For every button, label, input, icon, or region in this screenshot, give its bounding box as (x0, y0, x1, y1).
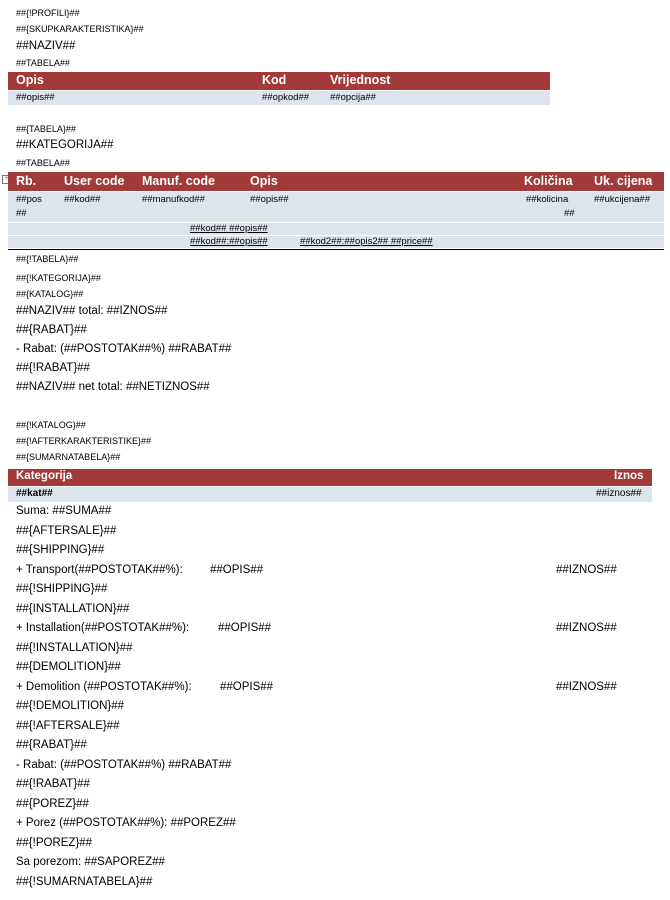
skupkarakteristika-tag: ##{SKUPKARAKTERISTIKA}## (16, 24, 144, 34)
table-row (8, 236, 664, 248)
table-move-icon[interactable]: + (2, 175, 11, 184)
shipping-close-tag: ##{!SHIPPING}## (16, 583, 108, 595)
table2-cell-rb: ##pos (16, 194, 42, 205)
kategorija-tag: ##KATEGORIJA## (16, 139, 114, 151)
table-row (8, 487, 652, 502)
tabela-close-tag: ##{TABELA}## (16, 124, 76, 134)
profili-close-tag: ##{!PROFILI}## (16, 8, 80, 18)
sumarnatabela-tag: ##{SUMARNATABELA}## (16, 452, 121, 462)
table-row (8, 192, 664, 222)
demolition-tag: ##{DEMOLITION}## (16, 661, 121, 673)
table2-cell-opis: ##opis## (250, 194, 289, 205)
shipping-tag: ##{SHIPPING}## (16, 544, 105, 556)
installation-opis: ##OPIS## (218, 622, 272, 634)
table1-col-kod: Kod (262, 73, 287, 87)
demolition-opis: ##OPIS## (220, 681, 274, 693)
rabat-open-tag: ##{RABAT}## (16, 324, 87, 336)
suma-line: Suma: ##SUMA## (16, 505, 112, 517)
table3-col-kategorija: Kategorija (16, 470, 73, 482)
installation-iznos: ##IZNOS## (556, 622, 617, 634)
table1-col-opis: Opis (16, 73, 44, 87)
demolition-line: + Demolition (##POSTOTAK##%): (16, 681, 192, 693)
table2-col-uk-cijena: Uk. cijena (594, 174, 653, 188)
transport-iznos: ##IZNOS## (556, 564, 617, 576)
table1-header (8, 72, 550, 90)
table3-cell-iznos: ##iznos## (596, 488, 642, 499)
table2-sub2a: ##kod##:##opis## (190, 236, 268, 247)
transport-opis: ##OPIS## (210, 564, 264, 576)
katalog-tag: ##{KATALOG}## (16, 289, 84, 299)
table-row (8, 91, 550, 105)
table2-bottom-rule (8, 249, 664, 250)
rabat-line: - Rabat: (##POSTOTAK##%) ##RABAT## (16, 343, 232, 355)
table2-col-manuf-code: Manuf. code (142, 174, 215, 188)
porez-open-tag: ##{POREZ}## (16, 798, 89, 810)
rabat-close-tag: ##{!RABAT}## (16, 362, 90, 374)
installation-tag: ##{INSTALLATION}## (16, 603, 130, 615)
table2-sub2b: ##kod2##:##opis2## ##price## (300, 236, 433, 247)
naziv-total-line: ##NAZIV## total: ##IZNOS## (16, 305, 168, 317)
table1-cell-opis: ##opis## (16, 92, 55, 103)
table2-col-opis: Opis (250, 174, 278, 188)
table1-cell-vrijednost: ##opcija## (330, 92, 376, 103)
table2-cell-kolicina-wrap: ## (564, 208, 575, 219)
naziv-net-line: ##NAZIV## net total: ##NETIZNOS## (16, 381, 210, 393)
tabela-tag: ##TABELA## (16, 58, 70, 68)
table2-cell-user-code: ##kod## (64, 194, 101, 205)
table1-col-vrijednost: Vrijednost (330, 73, 391, 87)
porez-close-tag: ##{!POREZ}## (16, 837, 93, 849)
table2-cell-manuf-code: ##manufkod## (142, 194, 205, 205)
afterkarakteristike-close-tag: ##{!AFTERKARAKTERISTIKE}## (16, 436, 152, 446)
table3-col-iznos: Iznos (614, 470, 644, 482)
porez-line: + Porez (##POSTOTAK##%): ##POREZ## (16, 817, 236, 829)
table2-col-rb: Rb. (16, 174, 37, 188)
installation-close-tag: ##{!INSTALLATION}## (16, 642, 133, 654)
saporez-line: Sa porezom: ##SAPOREZ## (16, 856, 165, 868)
table1-cell-kod: ##opkod## (262, 92, 310, 103)
table3-header (8, 469, 652, 486)
table2-cell-kolicina: ##kolicina (526, 194, 569, 205)
demolition-close-tag: ##{!DEMOLITION}## (16, 700, 125, 712)
transport-line: + Transport(##POSTOTAK##%): (16, 564, 183, 576)
kategorija-close-tag: ##{!KATEGORIJA}## (16, 273, 101, 283)
table3-cell-kat: ##kat## (16, 488, 53, 499)
tabela-close-tag-2: ##{!TABELA}## (16, 254, 79, 264)
tabela-tag-2: ##TABELA## (16, 158, 70, 168)
rabat-line-2: - Rabat: (##POSTOTAK##%) ##RABAT## (16, 759, 232, 771)
installation-line: + Installation(##POSTOTAK##%): (16, 622, 190, 634)
sumarnatabela-close-tag: ##{!SUMARNATABELA}## (16, 876, 153, 888)
rabat-open-tag-2: ##{RABAT}## (16, 739, 87, 751)
table2-col-kolicina: Količina (524, 174, 573, 188)
table2-header (8, 172, 664, 191)
table2-sub1: ##kod## ##opis## (190, 223, 268, 234)
aftersale-tag: ##{AFTERSALE}## (16, 525, 117, 537)
rabat-close-tag-2: ##{!RABAT}## (16, 778, 90, 790)
demolition-iznos: ##IZNOS## (556, 681, 617, 693)
table2-cell-rb-wrap: ## (16, 208, 27, 219)
aftersale-close-tag: ##{!AFTERSALE}## (16, 720, 120, 732)
table2-cell-uk-cijena: ##ukcijena## (594, 194, 650, 205)
table-row (8, 223, 664, 235)
naziv-tag: ##NAZIV## (16, 40, 76, 52)
table2-col-user-code: User code (64, 174, 125, 188)
katalog-close-tag: ##{!KATALOG}## (16, 420, 86, 430)
